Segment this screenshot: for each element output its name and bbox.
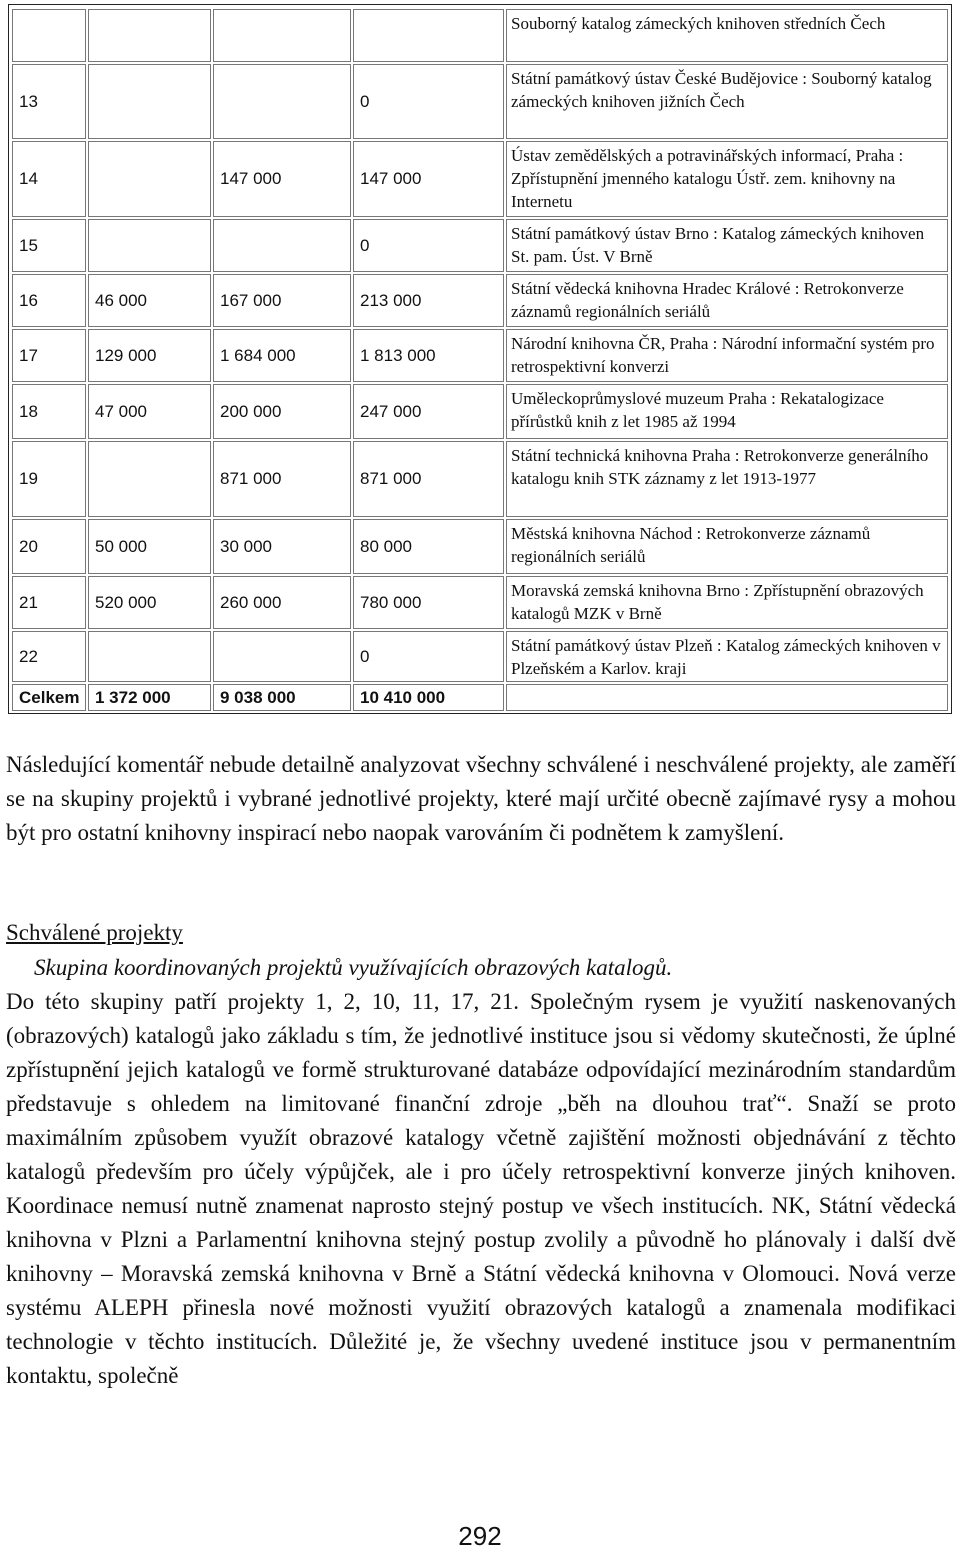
section-heading: Schválené projekty (6, 920, 183, 945)
row-desc-cell: Uměleckoprůmyslové muzeum Praha : Rekatalogizace přírůstků knih z let 1985 až 1994 (506, 384, 948, 439)
row-b-cell: 167 000 (213, 274, 351, 327)
row-desc-cell: Státní památkový ústav České Budějovice : Souborný katalog zámeckých knihoven jižních Čech (506, 64, 948, 139)
row-a-cell (88, 64, 211, 139)
total-label-cell: Celkem (12, 684, 86, 711)
row-desc-cell: Státní památkový ústav Brno : Katalog zámeckých knihoven St. pam. Úst. V Brně (506, 219, 948, 272)
row-desc-cell: Státní památkový ústav Plzeň : Katalog zámeckých knihoven v Plzeňském a Karlov. kraji (506, 631, 948, 682)
section-subheading: Skupina koordinovaných projektů využívajících obrazových katalogů. (34, 955, 673, 980)
row-c-cell: 80 000 (353, 519, 504, 574)
row-b-cell: 200 000 (213, 384, 351, 439)
row-desc-cell: Národní knihovna ČR, Praha : Národní informační systém pro retrospektivní konverzi (506, 329, 948, 382)
row-c-cell: 147 000 (353, 141, 504, 217)
total-b-cell: 9 038 000 (213, 684, 351, 711)
row-number-cell: 16 (12, 274, 86, 327)
row-b-cell (213, 9, 351, 62)
row-c-cell: 871 000 (353, 441, 504, 517)
row-desc-cell: Městská knihovna Náchod : Retrokonverze záznamů regionálních seriálů (506, 519, 948, 574)
row-b-cell (213, 631, 351, 682)
row-a-cell: 129 000 (88, 329, 211, 382)
row-b-cell: 30 000 (213, 519, 351, 574)
row-a-cell (88, 219, 211, 272)
row-c-cell: 213 000 (353, 274, 504, 327)
row-number-cell: 17 (12, 329, 86, 382)
row-desc-cell: Souborný katalog zámeckých knihoven středních Čech (506, 9, 948, 62)
row-desc-cell: Státní vědecká knihovna Hradec Králové : Retrokonverze záznamů regionálních seriálů (506, 274, 948, 327)
row-b-cell: 1 684 000 (213, 329, 351, 382)
row-number-cell: 18 (12, 384, 86, 439)
row-b-cell (213, 219, 351, 272)
row-a-cell (88, 141, 211, 217)
row-desc-cell: Moravská zemská knihovna Brno : Zpřístupnění obrazových katalogů MZK v Brně (506, 576, 948, 629)
row-number-cell: 21 (12, 576, 86, 629)
row-desc-cell: Státní technická knihovna Praha : Retrokonverze generálního katalogu knih STK záznamy z let 1913-1977 (506, 441, 948, 517)
row-c-cell: 1 813 000 (353, 329, 504, 382)
row-c-cell: 780 000 (353, 576, 504, 629)
row-a-cell (88, 631, 211, 682)
row-number-cell: 20 (12, 519, 86, 574)
row-b-cell (213, 64, 351, 139)
total-a-cell: 1 372 000 (88, 684, 211, 711)
budget-table (8, 4, 952, 714)
row-number-cell: 14 (12, 141, 86, 217)
total-desc-cell (506, 684, 948, 711)
row-c-cell: 247 000 (353, 384, 504, 439)
row-a-cell: 50 000 (88, 519, 211, 574)
page-number: 292 (458, 1521, 502, 1551)
row-c-cell: 0 (353, 64, 504, 139)
body-paragraph: Do této skupiny patří projekty 1, 2, 10, 11, 17, 21. Společným rysem je využití naskenovaných (obrazových) katalogů jako základu s tím, že jednotlivé instituce jsou si vědomy skutečnosti, že úplné zpřístupnění jejich katalogů ve formě strukturované databáze odpovídající mezinárodním standardům představuje s ohledem na limitované finanční zdroje „běh na dlouhou trať“. Snaží se proto maximálním způsobem využít obrazové katalogy včetně zajištění možnosti objednávání z těchto katalogů především pro účely výpůjček, ale i pro účely retrospektivní konverze jiných knihoven. Koordinace nemusí nutně znamenat naprosto stejný postup ve všech institucích. NK, Státní vědecká knihovna v Plzni a Parlamentní knihovna stejný postup zvolily a původně ho plánovaly i další dvě knihovny – Moravská zemská knihovna v Brně a Státní vědecká knihovna v Olomouci. Nová verze systému ALEPH přinesla nové možnosti využití obrazových katalogů a znamenala modifikaci technologie v těchto institucích. Důležité je, že všechny uvedené instituce jsou v permanentním kontaktu, společně (6, 989, 956, 1388)
row-number-cell: 15 (12, 219, 86, 272)
row-desc-cell: Ústav zemědělských a potravinářských informací, Praha : Zpřístupnění jmenného katalogu Ústř. zem. knihovny na Internetu (506, 141, 948, 217)
row-a-cell (88, 9, 211, 62)
row-number-cell (12, 9, 86, 62)
row-c-cell: 0 (353, 631, 504, 682)
row-a-cell (88, 441, 211, 517)
row-c-cell (353, 9, 504, 62)
row-b-cell: 147 000 (213, 141, 351, 217)
row-number-cell: 19 (12, 441, 86, 517)
row-a-cell: 46 000 (88, 274, 211, 327)
row-number-cell: 13 (12, 64, 86, 139)
row-b-cell: 871 000 (213, 441, 351, 517)
row-number-cell: 22 (12, 631, 86, 682)
total-c-cell: 10 410 000 (353, 684, 504, 711)
intro-paragraph: Následující komentář nebude detailně analyzovat všechny schválené i neschválené projekty, ale zaměří se na skupiny projektů i vybrané jednotlivé projekty, které mají určité obecně zajímavé rysy a mohou být pro ostatní knihovny inspirací nebo naopak varováním či podnětem k zamyšlení. (6, 752, 956, 845)
row-b-cell: 260 000 (213, 576, 351, 629)
row-a-cell: 520 000 (88, 576, 211, 629)
row-a-cell: 47 000 (88, 384, 211, 439)
row-c-cell: 0 (353, 219, 504, 272)
